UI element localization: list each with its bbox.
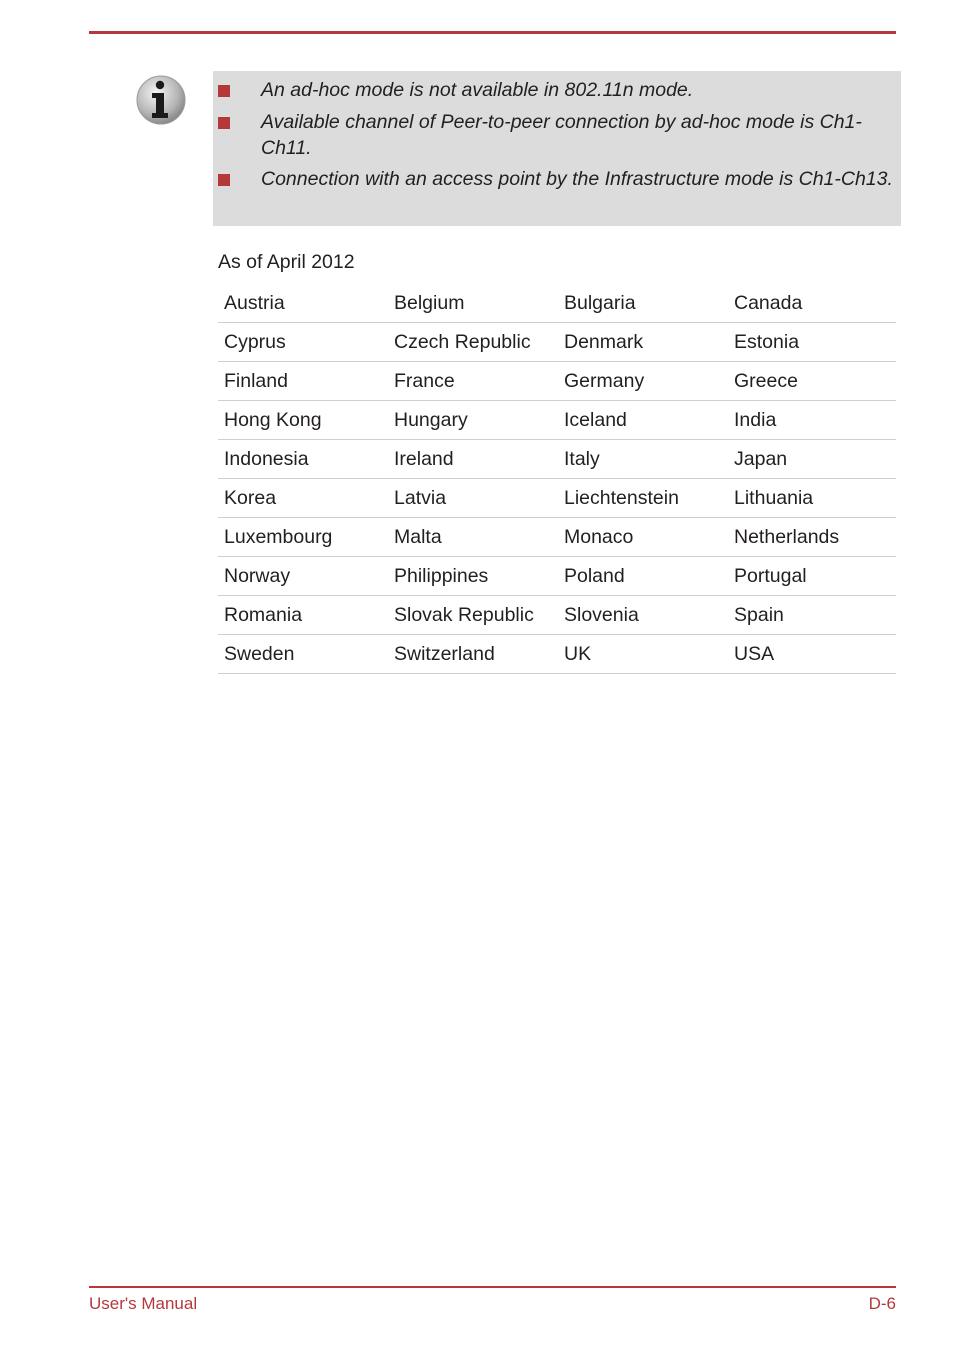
table-row xyxy=(218,635,896,674)
note-text: Connection with an access point by the Infrastructure mode is Ch1-Ch13. xyxy=(261,168,893,190)
table-cell: Spain xyxy=(728,596,896,635)
table-cell: Ireland xyxy=(388,440,558,479)
table-cell: Belgium xyxy=(388,284,558,323)
table-cell: Latvia xyxy=(388,479,558,518)
table-cell: Monaco xyxy=(558,518,728,557)
bullet-square-icon xyxy=(218,117,230,129)
table-cell: Romania xyxy=(218,596,388,635)
table-row xyxy=(218,362,896,401)
table-cell: UK xyxy=(558,635,728,674)
table-cell: Malta xyxy=(388,518,558,557)
table-cell: Germany xyxy=(558,362,728,401)
table-row xyxy=(218,323,896,362)
table-cell: Austria xyxy=(218,284,388,323)
table-cell: Denmark xyxy=(558,323,728,362)
note-text: Available channel of Peer-to-peer connection by ad-hoc mode is Ch1-Ch11. xyxy=(261,111,862,159)
country-table xyxy=(218,284,896,674)
table-cell: Korea xyxy=(218,479,388,518)
table-cell: Sweden xyxy=(218,635,388,674)
table-cell: Slovak Republic xyxy=(388,596,558,635)
table-row xyxy=(218,440,896,479)
table-cell: Portugal xyxy=(728,557,896,596)
table-cell: Indonesia xyxy=(218,440,388,479)
table-cell: Liechtenstein xyxy=(558,479,728,518)
table-cell: Estonia xyxy=(728,323,896,362)
table-cell: Norway xyxy=(218,557,388,596)
note-box xyxy=(213,71,901,226)
table-cell: Slovenia xyxy=(558,596,728,635)
table-row xyxy=(218,401,896,440)
table-cell: Netherlands xyxy=(728,518,896,557)
footer-rule xyxy=(89,1286,896,1288)
table-cell: Philippines xyxy=(388,557,558,596)
as-of-label: As of April 2012 xyxy=(218,251,355,273)
footer-manual-title: User's Manual xyxy=(89,1294,198,1313)
table-cell: Iceland xyxy=(558,401,728,440)
table-row xyxy=(218,518,896,557)
table-cell: Bulgaria xyxy=(558,284,728,323)
table-cell: Greece xyxy=(728,362,896,401)
bullet-square-icon xyxy=(218,85,230,97)
table-cell: Switzerland xyxy=(388,635,558,674)
table-cell: Finland xyxy=(218,362,388,401)
table-cell: Poland xyxy=(558,557,728,596)
table-row xyxy=(218,479,896,518)
table-cell: Hungary xyxy=(388,401,558,440)
table-cell: Italy xyxy=(558,440,728,479)
bullet-square-icon xyxy=(218,174,230,186)
header-rule xyxy=(89,31,896,34)
table-cell: Luxembourg xyxy=(218,518,388,557)
table-cell: Japan xyxy=(728,440,896,479)
table-cell: India xyxy=(728,401,896,440)
table-row xyxy=(218,284,896,323)
table-row xyxy=(218,557,896,596)
note-text: An ad-hoc mode is not available in 802.11n mode. xyxy=(261,79,694,101)
table-cell: Hong Kong xyxy=(218,401,388,440)
table-cell: Cyprus xyxy=(218,323,388,362)
info-icon xyxy=(136,75,186,125)
table-cell: Czech Republic xyxy=(388,323,558,362)
table-cell: France xyxy=(388,362,558,401)
table-cell: USA xyxy=(728,635,896,674)
footer-page-number: D-6 xyxy=(868,1294,896,1313)
table-cell: Lithuania xyxy=(728,479,896,518)
table-row xyxy=(218,596,896,635)
table-cell: Canada xyxy=(728,284,896,323)
